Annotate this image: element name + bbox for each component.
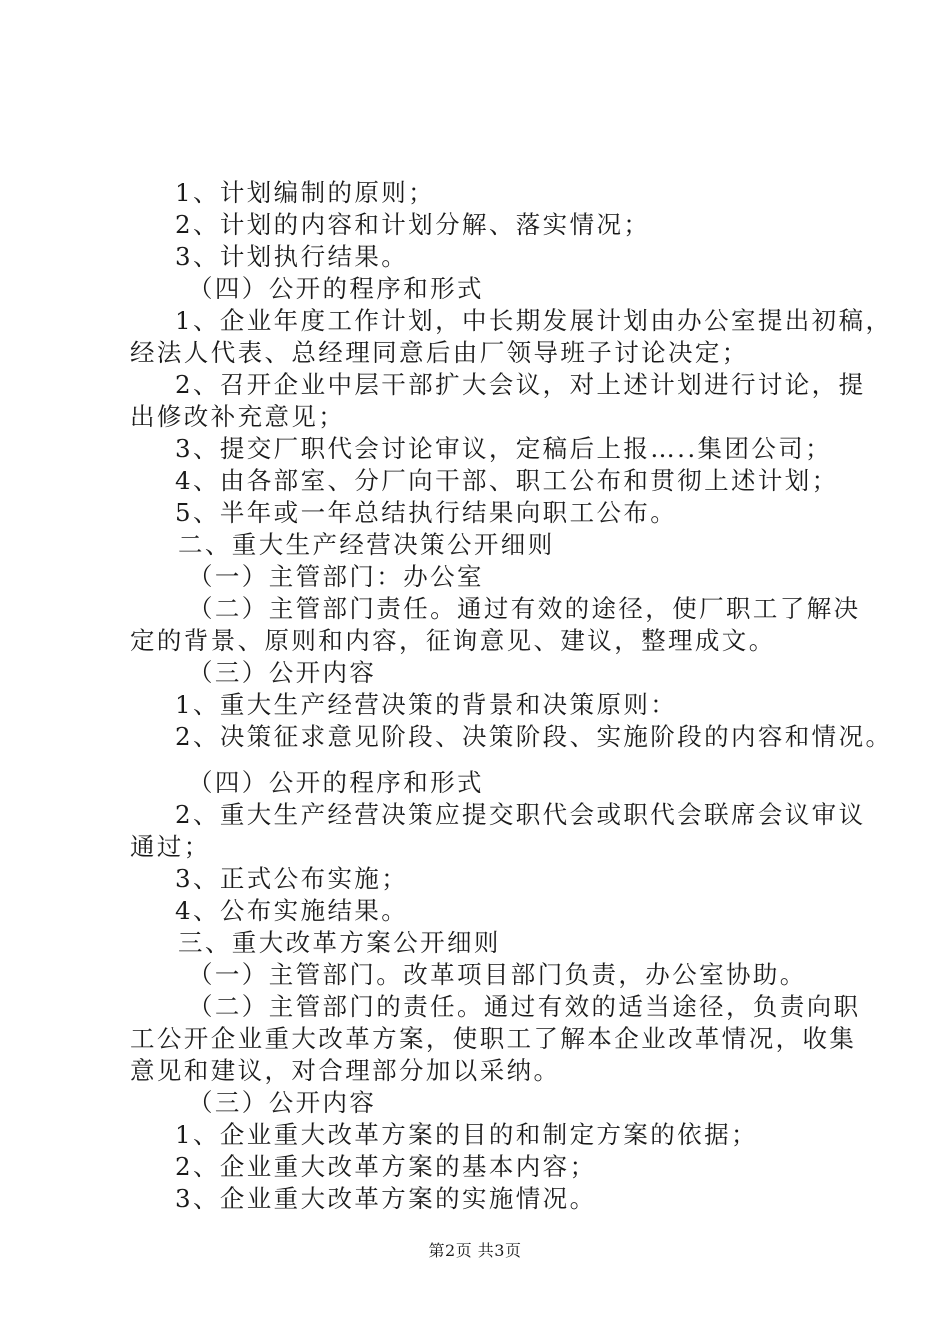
section-heading: （一）主管部门：办公室 [188,562,484,591]
text-line: 3、计划执行结果。 [175,242,409,271]
section-heading: （三）公开内容 [188,1088,377,1117]
chapter-heading: 三、重大改革方案公开细则 [178,928,501,957]
section-heading: （一）主管部门。改革项目部门负责，办公室协助。 [188,960,807,989]
text-line: 定的背景、原则和内容，征询意见、建议，整理成文。 [130,626,776,655]
section-heading: （四）公开的程序和形式 [188,768,484,797]
section-heading: （三）公开内容 [188,658,377,687]
text-line: 2、重大生产经营决策应提交职代会或职代会联席会议审议 [175,800,866,829]
section-heading: （四）公开的程序和形式 [188,274,484,303]
text-line: 4、公布实施结果。 [175,896,409,925]
text-line: 5、半年或一年总结执行结果向职工公布。 [175,498,678,527]
text-line: 2、计划的内容和计划分解、落实情况； [175,210,651,239]
text-line: 出修改补充意见； [130,402,346,431]
text-line: 意见和建议，对合理部分加以采纳。 [130,1056,561,1085]
text-line: 1、企业重大改革方案的目的和制定方案的依据； [175,1120,758,1149]
text-line: 2、决策征求意见阶段、决策阶段、实施阶段的内容和情况。 [175,722,893,751]
text-line: 2、企业重大改革方案的基本内容； [175,1152,597,1181]
section-heading: （二）主管部门的责任。通过有效的适当途径，负责向职 [188,992,861,1021]
text-line: 工公开企业重大改革方案，使职工了解本企业改革情况，收集 [130,1024,857,1053]
text-line: 3、正式公布实施； [175,864,409,893]
text-line: 3、企业重大改革方案的实施情况。 [175,1184,597,1213]
text-line: 1、企业年度工作计划，中长期发展计划由办公室提出初稿， [175,306,893,335]
text-line: 2、召开企业中层干部扩大会议，对上述计划进行讨论，提 [175,370,866,399]
text-line: 经法人代表、总经理同意后由厂领导班子讨论决定； [130,338,749,367]
text-line: 1、重大生产经营决策的背景和决策原则： [175,690,678,719]
chapter-heading: 二、重大生产经营决策公开细则 [178,530,555,559]
page-number-footer: 第2页 共3页 [428,1241,522,1260]
text-line: 3、提交厂职代会讨论审议，定稿后上报…..集团公司； [175,434,833,463]
text-line: 通过； [130,832,211,861]
section-heading: （二）主管部门责任。通过有效的途径，使厂职工了解决 [188,594,861,623]
text-line: 1、计划编制的原则； [175,178,436,207]
text-line: 4、由各部室、分厂向干部、职工公布和贯彻上述计划； [175,466,839,495]
